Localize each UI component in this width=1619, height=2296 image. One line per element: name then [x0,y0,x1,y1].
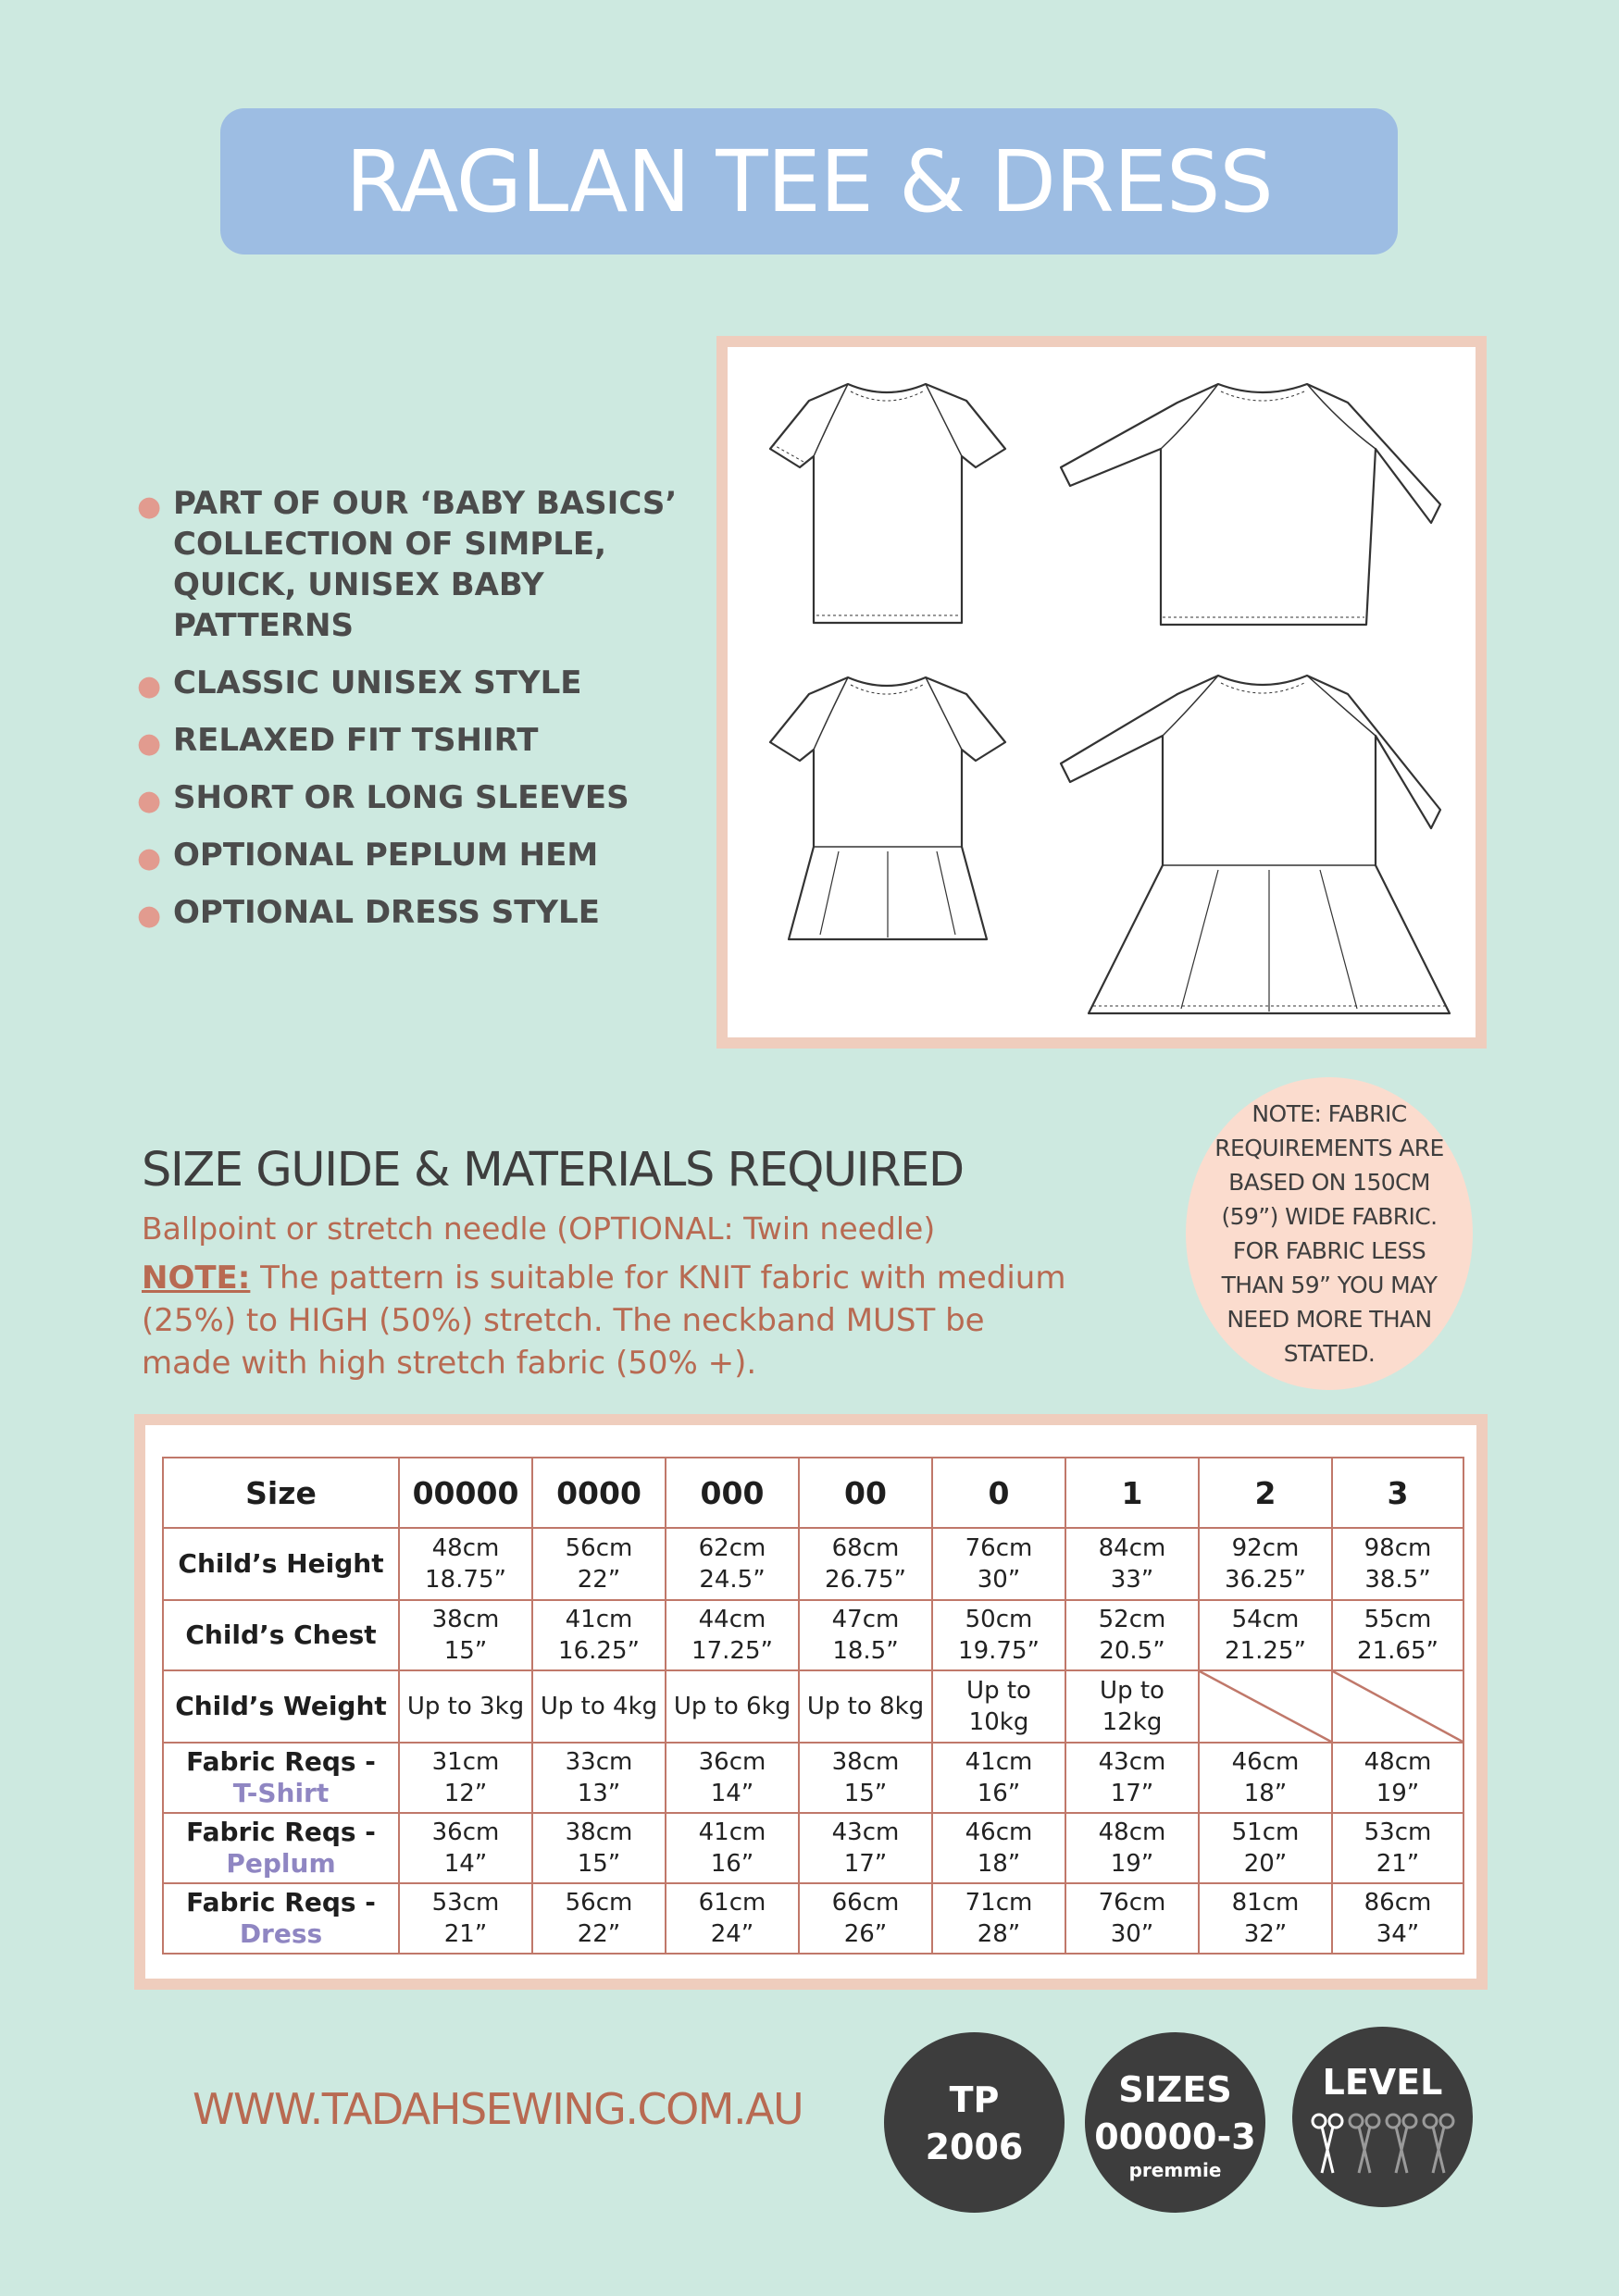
table-cell [799,1813,932,1883]
imperial-value: 38.5” [1364,1566,1431,1594]
metric-value: 55cm [1364,1606,1432,1633]
size-header: 0 [932,1458,1065,1528]
long-sleeve-tee-drawing [1061,384,1440,625]
imperial-value: 30” [1110,1920,1154,1948]
table-cell [532,1670,666,1743]
metric-value: 86cm [1364,1889,1432,1917]
metric-value: 33cm [565,1748,633,1776]
imperial-value: 18” [1243,1780,1288,1807]
metric-value: 41cm [565,1606,633,1633]
table-cell [932,1600,1065,1670]
feature-item: ● CLASSIC UNISEX STYLE [131,663,724,703]
metric-value: 61cm [698,1889,766,1917]
size-header: 3 [1332,1458,1463,1528]
imperial-value: 21.65” [1357,1637,1438,1665]
imperial-value: 32” [1243,1920,1288,1948]
metric-value: 71cm [965,1889,1033,1917]
metric-value: 38cm [431,1606,500,1633]
imperial-value: 13” [577,1780,621,1807]
metric-value: 56cm [565,1534,633,1562]
imperial-value: 26” [843,1920,888,1948]
table-cell [399,1883,532,1954]
imperial-value: 15” [443,1637,488,1665]
scissors-icon [1385,2112,1418,2177]
table-cell [1332,1528,1463,1600]
bullet-icon: ● [137,490,162,523]
imperial-value: 18” [977,1850,1021,1878]
table-cell [666,1883,799,1954]
imperial-value: 30” [977,1566,1021,1594]
metric-value: 68cm [831,1534,900,1562]
row-sublabel: Peplum [226,1848,336,1879]
imperial-value: 36.25” [1225,1566,1306,1594]
imperial-value: 34” [1376,1920,1420,1948]
sizes-badge [1085,2032,1265,2213]
imperial-value: 19.75” [958,1637,1040,1665]
sizes-label: SIZES [1118,2068,1232,2110]
metric-value: 38cm [565,1818,633,1846]
table-cell [666,1670,799,1743]
metric-value: 41cm [965,1748,1033,1776]
metric-value: 48cm [1364,1748,1432,1776]
size-header: 1 [1065,1458,1199,1528]
bullet-icon: ● [137,727,162,760]
table-cell [666,1528,799,1600]
table-cell [1065,1528,1199,1600]
metric-value: 84cm [1098,1534,1166,1562]
table-cell [666,1743,799,1813]
table-cell [1332,1883,1463,1954]
metric-value: Up to 12kg [1100,1677,1164,1736]
imperial-value: 15” [843,1780,888,1807]
metric-value: 46cm [965,1818,1033,1846]
size-header: 2 [1199,1458,1332,1528]
short-sleeve-tee-drawing [770,384,1005,623]
title-banner [220,108,1398,254]
scissors-icon [1311,2112,1344,2177]
metric-value: 41cm [698,1818,766,1846]
table-cell [399,1600,532,1670]
table-cell [399,1813,532,1883]
imperial-value: 17.25” [691,1637,773,1665]
metric-value: 44cm [698,1606,766,1633]
imperial-value: 22” [577,1920,621,1948]
table-cell [666,1813,799,1883]
tp-label: TP [949,2079,1000,2120]
bullet-icon: ● [137,785,162,817]
row-label-text: Child’s Height [178,1548,384,1579]
table-cell [1065,1813,1199,1883]
metric-value: Up to 8kg [806,1693,925,1720]
metric-value: 54cm [1231,1606,1300,1633]
metric-value: 38cm [831,1748,900,1776]
table-cell [532,1528,666,1600]
imperial-value: 18.5” [832,1637,899,1665]
table-cell [932,1883,1065,1954]
table-cell [399,1670,532,1743]
metric-value: 56cm [565,1889,633,1917]
row-label [163,1528,399,1600]
metric-value: Up to 10kg [966,1677,1031,1736]
row-label-text: Fabric Reqs - [186,1817,376,1847]
table-row [163,1528,1463,1600]
page-title: RAGLAN TEE & DRESS [345,131,1273,231]
imperial-value: 26.75” [825,1566,906,1594]
imperial-value: 15” [577,1850,621,1878]
metric-value: 46cm [1231,1748,1300,1776]
level-rating [1311,2112,1455,2177]
table-cell [1199,1743,1332,1813]
row-label [163,1743,399,1813]
bullet-icon: ● [137,842,162,875]
metric-value: Up to 3kg [406,1693,525,1720]
imperial-value: 19” [1376,1780,1420,1807]
row-label-text: Fabric Reqs - [186,1746,376,1777]
table-cell [1199,1600,1332,1670]
metric-value: Up to 4kg [540,1693,658,1720]
feature-item: ● SHORT OR LONG SLEEVES [131,777,724,818]
metric-value: 66cm [831,1889,900,1917]
scissors-icon [1422,2112,1455,2177]
row-label [163,1670,399,1743]
imperial-value: 17” [1110,1780,1154,1807]
sizes-range: 00000-3 [1094,2116,1256,2157]
feature-item: ● RELAXED FIT TSHIRT [131,720,724,761]
table-row [163,1600,1463,1670]
metric-value: 31cm [431,1748,500,1776]
imperial-value: 19” [1110,1850,1154,1878]
level-label: LEVEL [1322,2061,1443,2103]
metric-value: 36cm [431,1818,500,1846]
row-sublabel: T-Shirt [232,1778,330,1808]
table-cell [666,1600,799,1670]
table-cell [1065,1743,1199,1813]
row-label-text: Child’s Weight [175,1691,387,1721]
table-cell [399,1528,532,1600]
website-url[interactable]: WWW.TADAHSEWING.COM.AU [193,2084,803,2134]
metric-value: 51cm [1231,1818,1300,1846]
table-cell [1199,1813,1332,1883]
row-label [163,1813,399,1883]
metric-value: 98cm [1364,1534,1432,1562]
imperial-value: 33” [1110,1566,1154,1594]
table-cell [1332,1743,1463,1813]
metric-value: 76cm [1098,1889,1166,1917]
table-cell [799,1743,932,1813]
table-cell [532,1883,666,1954]
metric-value: 76cm [965,1534,1033,1562]
metric-value: 92cm [1231,1534,1300,1562]
scissors-icon [1348,2112,1381,2177]
table-row [163,1883,1463,1954]
tp-number: 2006 [925,2126,1024,2167]
table-row [163,1813,1463,1883]
feature-item: ● PART OF OUR ‘BABY BASICS’ COLLECTION OF SIMPLE, QUICK, UNISEX BABY PATTERNS [137,485,678,644]
imperial-value: 20.5” [1099,1637,1165,1665]
table-cell [932,1743,1065,1813]
fabric-stretch-note [142,1257,1077,1384]
size-header-label: Size [163,1458,399,1528]
metric-value: 48cm [431,1534,500,1562]
row-label [163,1600,399,1670]
imperial-value: 12” [443,1780,488,1807]
bullet-icon: ● [137,670,162,702]
peplum-top-drawing [770,677,1005,939]
imperial-value: 24” [710,1920,754,1948]
table-cell [399,1743,532,1813]
row-label-text: Child’s Chest [185,1620,377,1650]
metric-value: 53cm [1364,1818,1432,1846]
imperial-value: 16” [977,1780,1021,1807]
size-table [162,1457,1464,1955]
note-text: The pattern is suitable for KNIT fabric with medium (25%) to HIGH (50%) stretch. The neckband MUST be made with high stretch fabric (50% +). [142,1260,1066,1382]
table-cell [1332,1600,1463,1670]
empty-cell [1199,1670,1332,1743]
metric-value: 48cm [1098,1818,1166,1846]
long-sleeve-dress-drawing [1061,676,1450,1013]
table-cell [1199,1883,1332,1954]
table-cell [932,1528,1065,1600]
feature-item: ● OPTIONAL PEPLUM HEM [131,835,724,875]
metric-value: 36cm [698,1748,766,1776]
size-header: 000 [666,1458,799,1528]
garment-illustrations [716,336,1487,1049]
size-header: 00000 [399,1458,532,1528]
table-cell [532,1743,666,1813]
imperial-value: 18.75” [425,1566,506,1594]
size-header: 00 [799,1458,932,1528]
table-cell [799,1600,932,1670]
imperial-value: 14” [443,1850,488,1878]
imperial-value: 20” [1243,1850,1288,1878]
table-cell [532,1813,666,1883]
sizes-note: premmie [1128,2158,1222,2181]
table-row [163,1743,1463,1813]
metric-value: 43cm [1098,1748,1166,1776]
row-sublabel: Dress [239,1918,323,1949]
needle-note: Ballpoint or stretch needle (OPTIONAL: Twin needle) [142,1210,936,1247]
table-cell [799,1883,932,1954]
table-cell [1199,1528,1332,1600]
imperial-value: 22” [577,1566,621,1594]
imperial-value: 21” [443,1920,488,1948]
metric-value: 43cm [831,1818,900,1846]
table-cell [799,1528,932,1600]
imperial-value: 21.25” [1225,1637,1306,1665]
imperial-value: 14” [710,1780,754,1807]
note-label: NOTE: [142,1260,251,1297]
feature-list [131,483,724,949]
table-cell [1065,1883,1199,1954]
metric-value: 81cm [1231,1889,1300,1917]
table-cell [1332,1813,1463,1883]
imperial-value: 16” [710,1850,754,1878]
metric-value: 62cm [698,1534,766,1562]
imperial-value: 16.25” [558,1637,640,1665]
table-row [163,1670,1463,1743]
metric-value: 47cm [831,1606,900,1633]
size-header-row [163,1458,1463,1528]
table-cell [932,1670,1065,1743]
table-cell [1065,1670,1199,1743]
bullet-icon: ● [137,900,162,932]
row-label [163,1883,399,1954]
table-cell [932,1813,1065,1883]
size-header: 0000 [532,1458,666,1528]
imperial-value: 24.5” [699,1566,766,1594]
table-cell [532,1600,666,1670]
size-guide-heading: SIZE GUIDE & MATERIALS REQUIRED [142,1143,964,1198]
garment-drawings [728,347,1476,1037]
fabric-note-text: NOTE: FABRIC REQUIREMENTS ARE BASED ON 150CM (59”) WIDE FABRIC. FOR FABRIC LESS THAN 59” YOU MAY NEED MORE THAN STATED. [1214,1100,1444,1367]
level-badge [1292,2027,1473,2207]
metric-value: 50cm [965,1606,1033,1633]
metric-value: Up to 6kg [673,1693,791,1720]
table-cell [799,1670,932,1743]
empty-cell [1332,1670,1463,1743]
feature-item: ● OPTIONAL DRESS STYLE [131,892,724,933]
metric-value: 53cm [431,1889,500,1917]
table-cell [1065,1600,1199,1670]
fabric-requirements-note [1186,1077,1473,1390]
row-label-text: Fabric Reqs - [186,1887,376,1917]
imperial-value: 17” [843,1850,888,1878]
imperial-value: 21” [1376,1850,1420,1878]
pattern-number-badge [884,2032,1065,2213]
metric-value: 52cm [1098,1606,1166,1633]
imperial-value: 28” [977,1920,1021,1948]
